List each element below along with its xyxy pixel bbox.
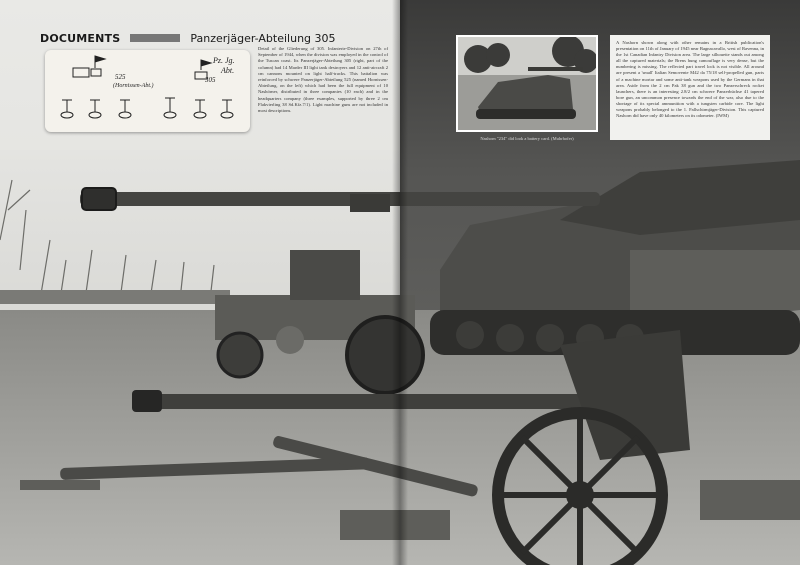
unit-number: 525 xyxy=(115,73,126,81)
muzzle-brake xyxy=(82,188,116,210)
unit-note: (Hornissen-Abt.) xyxy=(113,83,154,89)
unit-number-2: 305 xyxy=(205,76,216,84)
inset-photo-caption: Nashorn "234" did look a battery card. (Muhrhofer) xyxy=(480,136,574,141)
distant-hedge xyxy=(0,290,230,304)
inset-photo xyxy=(456,35,598,132)
unit-label-1: Pz. Jg. xyxy=(213,56,235,65)
org-chart-card xyxy=(45,50,250,132)
inset-photo-image xyxy=(458,37,596,130)
nashorn-gun-barrel xyxy=(80,192,600,206)
unit-label-2: Abt. xyxy=(221,66,235,75)
left-body-text: Detail of the Gliederung of 305. Infanterie-Division on 27th of September of 1944, when the division was employed in the control of the Tuscan coast. Its Panzerjäger-Abteilung 305 (right, part of the column) had 14 Marder III light tank destroyers and 12 anti-aircraft 2 cm cannons mounted on light half-tracks. This battalion was reinforced by schwere Panzerjäger-Abteilung 525 (named Hornissen-Abteilung, on the left) which had been the full equipment of 10 Nashörner, distributed in three companies (10 each) and in the headquarters company (three examples, supported by three 2 cm Flakvierling 38 Sd.Kfz.7/1). Light machine guns are not included in most descriptions. xyxy=(258,46,388,114)
section-label: DOCUMENTS xyxy=(40,31,121,45)
pak-barrel xyxy=(135,394,635,409)
page-header xyxy=(40,30,336,46)
page-gutter xyxy=(392,0,408,565)
page-title: Panzerjäger-Abteilung 305 xyxy=(190,31,336,45)
header-bar xyxy=(130,34,180,42)
right-text-box: A Nashorn shown along with other remains in a British publication's presentation on 11th of January of 1945 near Bagnacavallo, west of Ravenna, in the 1st Canadian Infantry Division area. The large silhouette stands out among all the captured materials; the Brens hung camouflage is very dense, but the numbering is missing. The reflected part travel lock is not visible. All around are present a 'small' Italian Semovente M42 da 75/18 self-propelled gun, parts of a machine mortar and some anti-tank weapons used by the Germans in that area. Aside from the 2 cm Pak 38 gun and the two Panzerschreck rocket launchers, there is an interesting 2.8/2 cm schwere Panzerbüchse 41 tapered bore gun, an uncommon presence towards the end of the war, also due to the shortage of its special ammunition with a tungsten carbide core. The light weapons probably belonged to the 1. Fallschirmjäger-Division. This captured Nashorn did have only 40 kilometers on its odometer. (IWM) xyxy=(610,35,770,140)
